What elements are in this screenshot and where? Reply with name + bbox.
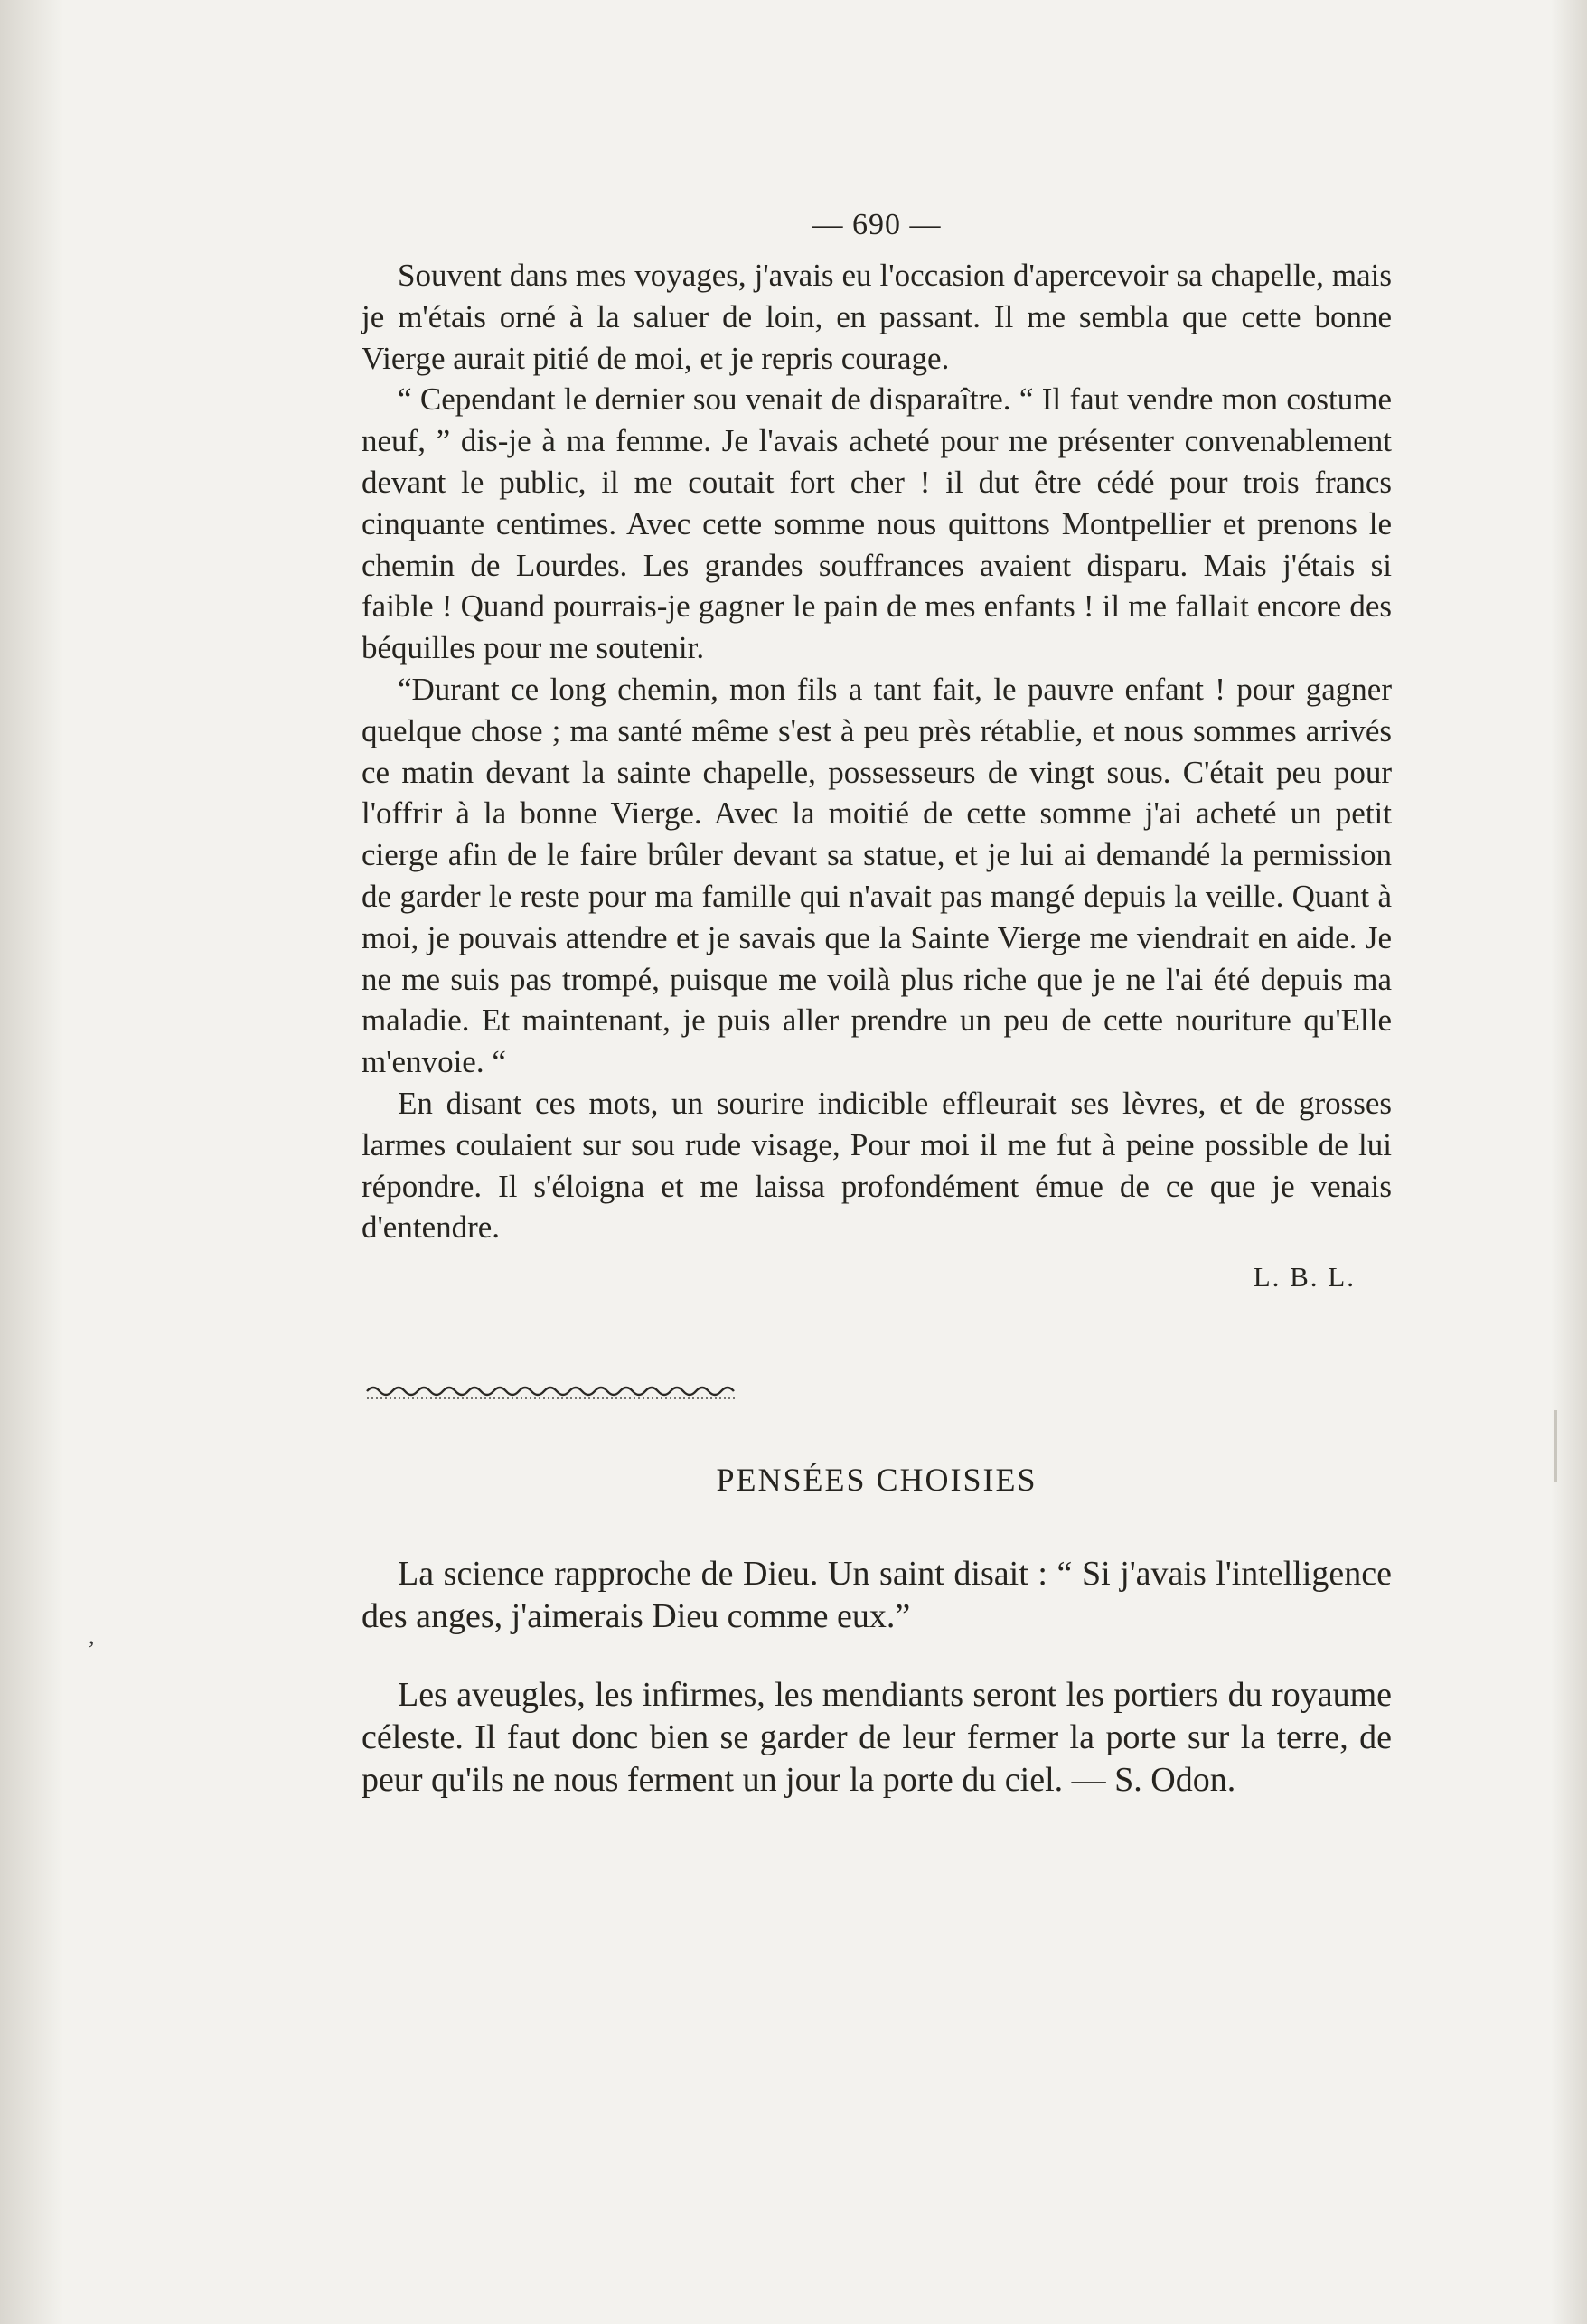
author-signature: L. B. L. bbox=[1253, 1261, 1356, 1294]
edge-mark bbox=[1554, 1410, 1557, 1482]
thoughts-list bbox=[362, 1553, 1392, 1802]
thought-paragraph: Les aveugles, les infirmes, les mendiants seront les portiers du royaume céleste. Il faut donc bien se garder de leur fermer la porte sur la terre, de peur qu'ils ne nous ferment un jour la porte du ciel. — S. Odon. bbox=[362, 1676, 1392, 1800]
paper-right-edge bbox=[1551, 0, 1587, 2324]
thought-paragraph: La science rapproche de Dieu. Un saint disait : “ Si j'avais l'intelligence des anges, j'aimerais Dieu comme eux.” bbox=[362, 1555, 1392, 1636]
decorative-divider bbox=[362, 1380, 741, 1404]
section-title: PENSÉES CHOISIES bbox=[716, 1462, 1038, 1499]
paper-left-edge bbox=[0, 0, 63, 2324]
story-paragraph: En disant ces mots, un sourire indicible effleurait ses lèvres, et de grosses larmes coulaient sur sou rude visage, Pour moi il me fut à peine possible de lui répondre. Il s'éloigna et me laissa profondément émue de ce que je venais d'entendre. bbox=[362, 1085, 1392, 1246]
story-paragraph: “ Cependant le dernier sou venait de disparaître. “ Il faut vendre mon costume neuf, ” dis-je à ma femme. Je l'avais acheté pour me présenter convenablement devant le public, il me coutait fort cher ! il dut être cédé pour trois francs cinquante centimes. Avec cette somme nous quittons Montpellier et prenons le chemin de Lourdes. Les grandes souffrances avaient disparu. Mais j'étais si faible ! Quand pourrais-je gagner le pain de mes enfants ! il me fallait encore des béquilles pour me soutenir. bbox=[362, 381, 1392, 666]
story-paragraph: “Durant ce long chemin, mon fils a tant fait, le pauvre enfant ! pour gagner quelque chose ; ma santé même s'est à peu près rétablie, et nous sommes arrivés ce matin devant la sainte chapelle, possesseurs de vingt sous. C'était peu pour l'offrir à la bonne Vierge. Avec la moitié de cette somme j'ai acheté un petit cierge afin de le faire brûler devant sa statue, et je lui ai demandé la permission de garder le reste pour ma famille qui n'avait pas mangé depuis la veille. Quant à moi, je pouvais attendre et je savais que la Sainte Vierge me viendrait en aide. Je ne me suis pas trompé, puisque me voilà plus riche que je ne l'ai été depuis ma maladie. Et maintenant, je puis aller prendre un peu de cette nouriture qu'Elle m'envoie. “ bbox=[362, 671, 1392, 1080]
margin-mark: , bbox=[89, 1623, 95, 1649]
story-paragraph: Souvent dans mes voyages, j'avais eu l'occasion d'apercevoir sa chapelle, mais je m'étais orné à la saluer de loin, en passant. Il me sembla que cette bonne Vierge aurait pitié de moi, et je repris courage. bbox=[362, 258, 1392, 376]
page-number: — 690 — bbox=[812, 208, 942, 241]
story-text bbox=[362, 255, 1392, 1248]
page-content bbox=[362, 208, 1392, 1838]
